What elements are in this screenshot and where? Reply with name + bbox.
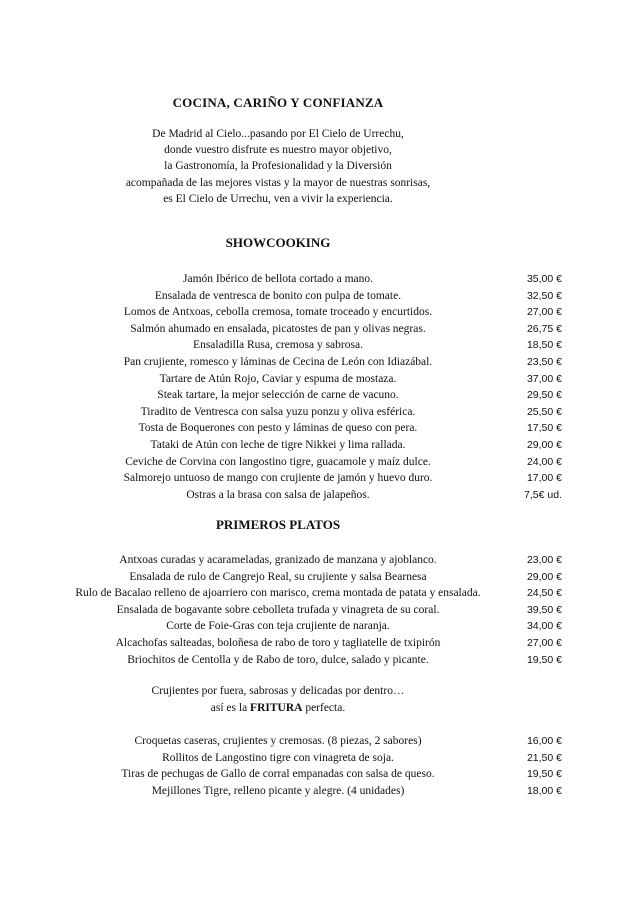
menu-item <box>0 271 640 288</box>
menu-item-name: Ensalada de rulo de Cangrejo Real, su crujiente y salsa Bearnesa <box>129 570 427 583</box>
menu-item <box>0 652 640 669</box>
menu-item-name: Tataki de Atún con leche de tigre Nikkei y lima rallada. <box>150 438 406 451</box>
fritura-intro-line: Crujientes por fuera, sabrosas y delicadas por dentro… <box>151 685 405 697</box>
menu-item-price: 37,00 € <box>526 372 562 385</box>
menu-item-price: 23,50 € <box>526 355 562 368</box>
menu-item-name: Ostras a la brasa con salsa de jalapeños. <box>186 488 370 501</box>
menu-item <box>0 618 640 635</box>
menu-item <box>0 321 640 338</box>
menu-item-name: Ceviche de Corvina con langostino tigre, guacamole y maíz dulce. <box>125 455 431 468</box>
menu-item-price: 18,00 € <box>526 784 562 797</box>
fritura-list <box>0 733 640 799</box>
menu-item-price: 34,00 € <box>526 620 562 633</box>
menu-item <box>0 404 640 421</box>
menu-item-name: Jamón Ibérico de bellota cortado a mano. <box>183 273 373 285</box>
menu-item-price: 18,50 € <box>526 339 562 352</box>
menu-item-price: 19,50 € <box>526 768 562 781</box>
menu-item <box>0 304 640 321</box>
intro-line: donde vuestro disfrute es nuestro mayor objetivo, <box>164 144 392 157</box>
menu-item-name: Mejillones Tigre, relleno picante y alegre. (4 unidades) <box>151 784 405 797</box>
menu-item-name: Lomos de Antxoas, cebolla cremosa, tomate troceado y encurtidos. <box>123 306 433 319</box>
menu-item-price: 29,00 € <box>526 438 562 451</box>
intro-line: acompañada de las mejores vistas y la mayor de nuestras sonrisas, <box>125 176 431 189</box>
menu-item-name: Ensalada de ventresca de bonito con pulpa de tomate. <box>154 289 402 302</box>
menu-item-price: 29,50 € <box>526 389 562 402</box>
menu-item <box>0 470 640 487</box>
menu-item-name: Tiradito de Ventresca con salsa yuzu ponzu y oliva esférica. <box>140 405 416 418</box>
menu-item <box>0 454 640 471</box>
menu-item <box>0 750 640 767</box>
menu-item-name: Antxoas curadas y acarameladas, granizado de manzana y ajoblanco. <box>119 554 437 566</box>
menu-item-price: 39,50 € <box>526 603 562 616</box>
menu-item-price: 21,50 € <box>526 751 562 764</box>
intro-line: la Gastronomía, la Profesionalidad y la Diversión <box>164 160 392 173</box>
menu-item-price: 17,00 € <box>526 472 562 485</box>
fritura-intro <box>0 683 556 717</box>
menu-item-price: 26,75 € <box>526 322 562 335</box>
intro-text <box>0 126 556 207</box>
menu-item-price: 25,50 € <box>526 405 562 418</box>
menu-item-name: Corte de Foie-Gras con teja crujiente de naranja. <box>166 620 390 633</box>
menu-item-name: Tartare de Atún Rojo, Caviar y espuma de mostaza. <box>159 372 397 385</box>
menu-item-name: Briochitos de Centolla y de Rabo de toro, dulce, salado y picante. <box>127 653 429 666</box>
menu-item <box>0 354 640 371</box>
menu-item-price: 35,00 € <box>526 273 562 285</box>
menu-item <box>0 387 640 404</box>
menu-item-price: 23,00 € <box>526 554 562 566</box>
menu-item <box>0 635 640 652</box>
menu-item-price: 16,00 € <box>526 735 562 747</box>
section-title-primeros: PRIMEROS PLATOS <box>215 517 341 532</box>
menu-item <box>0 487 640 504</box>
intro-line: De Madrid al Cielo...pasando por El Cielo de Urrechu, <box>152 128 404 140</box>
menu-item-name: Ensalada de bogavante sobre cebolleta trufada y vinagreta de su coral. <box>116 603 440 616</box>
menu-item-name: Rollitos de Langostino tigre con vinagreta de soja. <box>162 751 394 764</box>
primeros-list <box>0 552 640 668</box>
menu-item-price: 32,50 € <box>526 289 562 302</box>
menu-item-price: 24,50 € <box>526 587 562 600</box>
showcooking-list <box>0 271 640 503</box>
menu-item <box>0 783 640 800</box>
menu-item-name: Salmorejo untuoso de mango con crujiente de jamón y huevo duro. <box>123 472 433 485</box>
menu-item <box>0 733 640 750</box>
menu-item <box>0 437 640 454</box>
menu-item <box>0 337 640 354</box>
menu-item-price: 17,50 € <box>526 422 562 435</box>
menu-item-name: Rulo de Bacalao relleno de ajoarriero con marisco, crema montada de patata y ensalada. <box>75 587 481 600</box>
menu-item-price: 24,00 € <box>526 455 562 468</box>
intro-line: es El Cielo de Urrechu, ven a vivir la experiencia. <box>163 192 393 205</box>
menu-item-name: Pan crujiente, romesco y láminas de Cecina de León con Idiazábal. <box>123 355 433 368</box>
menu-item <box>0 766 640 783</box>
fritura-text: perfecta. <box>302 702 346 714</box>
menu-item <box>0 569 640 586</box>
menu-item-name: Alcachofas salteadas, boloñesa de rabo de toro y tagliatelle de txipirón <box>115 636 441 649</box>
fritura-bold: FRITURA <box>250 702 303 714</box>
menu-item <box>0 552 640 569</box>
menu-item-name: Ensaladilla Rusa, cremosa y sabrosa. <box>193 339 363 352</box>
menu-item-name: Salmón ahumado en ensalada, picatostes de pan y olivas negras. <box>130 322 426 335</box>
fritura-intro-line <box>0 700 556 717</box>
section-title-showcooking: SHOWCOOKING <box>225 235 331 250</box>
menu-item <box>0 602 640 619</box>
menu-item <box>0 288 640 305</box>
menu-item-name: Croquetas caseras, crujientes y cremosas. (8 piezas, 2 sabores) <box>134 735 422 747</box>
menu-item-price: 19,50 € <box>526 653 562 666</box>
menu-item-price: 7,5€ ud. <box>524 488 562 501</box>
menu-item-name: Steak tartare, la mejor selección de carne de vacuno. <box>157 389 399 402</box>
fritura-text: así es la <box>210 702 251 714</box>
menu-item-price: 27,00 € <box>526 306 562 319</box>
menu-item-name: Tiras de pechugas de Gallo de corral empanadas con salsa de queso. <box>121 768 435 781</box>
menu-item <box>0 585 640 602</box>
menu-item-name: Tosta de Boquerones con pesto y láminas de queso con pera. <box>138 422 418 435</box>
menu-item-price: 29,00 € <box>526 570 562 583</box>
page-title: COCINA, CARIÑO Y CONFIANZA <box>172 95 384 110</box>
menu-item <box>0 420 640 437</box>
menu-item-price: 27,00 € <box>526 636 562 649</box>
menu-item <box>0 371 640 388</box>
